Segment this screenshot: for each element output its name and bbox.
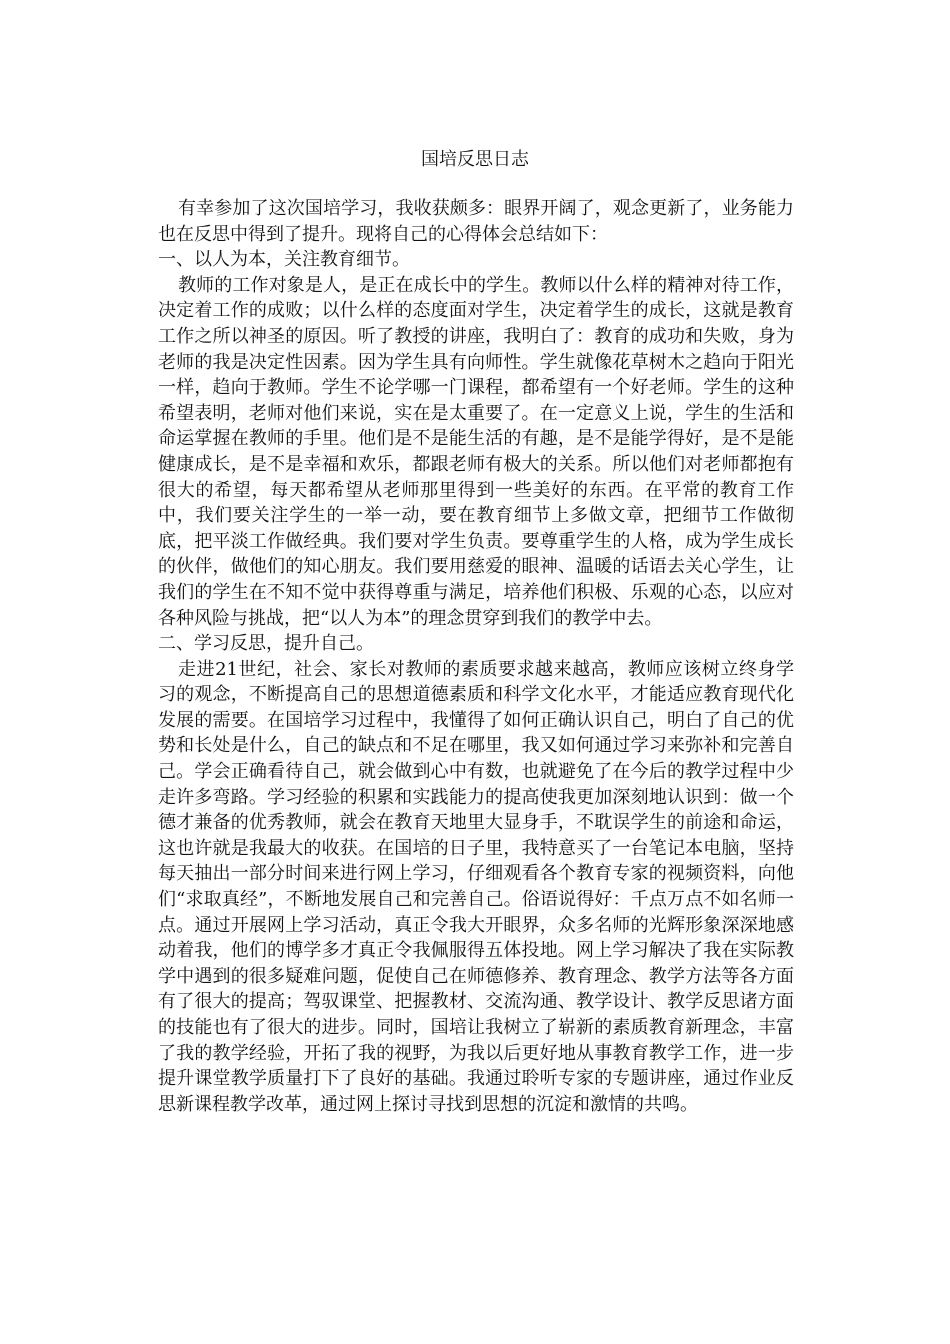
section-heading-2: 二、学习反思，提升自己。 bbox=[158, 633, 374, 655]
section-heading-1: 一、以人为本，关注教育细节。 bbox=[158, 249, 410, 271]
document-body bbox=[158, 196, 794, 1117]
section-1-paragraph: 教师的工作对象是人，是正在成长中的学生。教师以什么样的精神对待工作，决定着工作的成败；以什么样的态度面对学生，决定着学生的成长，这就是教育工作之所以神圣的原因。听了教授的讲座，我明白了：教育的成功和失败，身为老师的我是决定性因素。因为学生具有向师性。学生就像花草树木之趋向于阳光一样，趋向于教师。学生不论学哪一门课程，都希望有一个好老师。学生的这种希望表明，老师对他们来说，实在是太重要了。在一定意义上说，学生的生活和命运掌握在教师的手里。他们是不是能生活的有趣，是不是能学得好，是不是能健康成长，是不是幸福和欢乐，都跟老师有极大的关系。所以他们对老师都抱有很大的希望，每天都希望从老师那里得到一些美好的东西。在平常的教育工作中，我们要关注学生的一举一动，要在教育细节上多做文章，把细节工作做彻底，把平淡工作做经典。我们要对学生负责。要尊重学生的人格，成为学生成长的伙伴，做他们的知心朋友。我们要用慈爱的眼神、温暖的话语去关心学生，让我们的学生在不知不觉中获得尊重与满足，培养他们积极、乐观的心态，以应对各种风险与挑战，把“以人为本”的理念贯穿到我们的教学中去。 bbox=[158, 274, 794, 629]
section-2-paragraph: 走进21世纪，社会、家长对教师的素质要求越来越高，教师应该树立终身学习的观念，不断提高自己的思想道德素质和科学文化水平，才能适应教育现代化发展的需要。在国培学习过程中，我懂得了如何正确认识自己，明白了自己的优势和长处是什么，自己的缺点和不足在哪里，我又如何通过学习来弥补和完善自己。学会正确看待自己，就会做到心中有数，也就避免了在今后的教学过程中少走许多弯路。学习经验的积累和实践能力的提高使我更加深刻地认识到：做一个德才兼备的优秀教师，就会在教育天地里大显身手，不耽误学生的前途和命运，这也许就是我最大的收获。在国培的日子里，我特意买了一台笔记本电脑，坚持每天抽出一部分时间来进行网上学习，仔细观看各个教育专家的视频资料，向他们“求取真经”，不断地发展自己和完善自己。俗语说得好：千点万点不如名师一点。通过开展网上学习活动，真正令我大开眼界，众多名师的光辉形象深深地感动着我，他们的博学多才真正令我佩服得五体投地。网上学习解决了我在实际教学中遇到的很多疑难问题，促使自己在师德修养、教育理念、教学方法等各方面有了很大的提高；驾驭课堂、把握教材、交流沟通、教学设计、教学反思诸方面的技能也有了很大的进步。同时，国培让我树立了崭新的素质教育新理念，丰富了我的教学经验，开拓了我的视野，为我以后更好地从事教育教学工作，进一步提升课堂教学质量打下了良好的基础。我通过聆听专家的专题讲座，通过作业反思新课程教学改革，通过网上探讨寻找到思想的沉淀和激情的共鸣。 bbox=[158, 658, 794, 1115]
intro-paragraph: 有幸参加了这次国培学习，我收获颇多：眼界开阔了，观念更新了，业务能力也在反思中得到了提升。现将自己的心得体会总结如下： bbox=[158, 198, 794, 245]
document-title: 国培反思日志 bbox=[421, 149, 529, 170]
